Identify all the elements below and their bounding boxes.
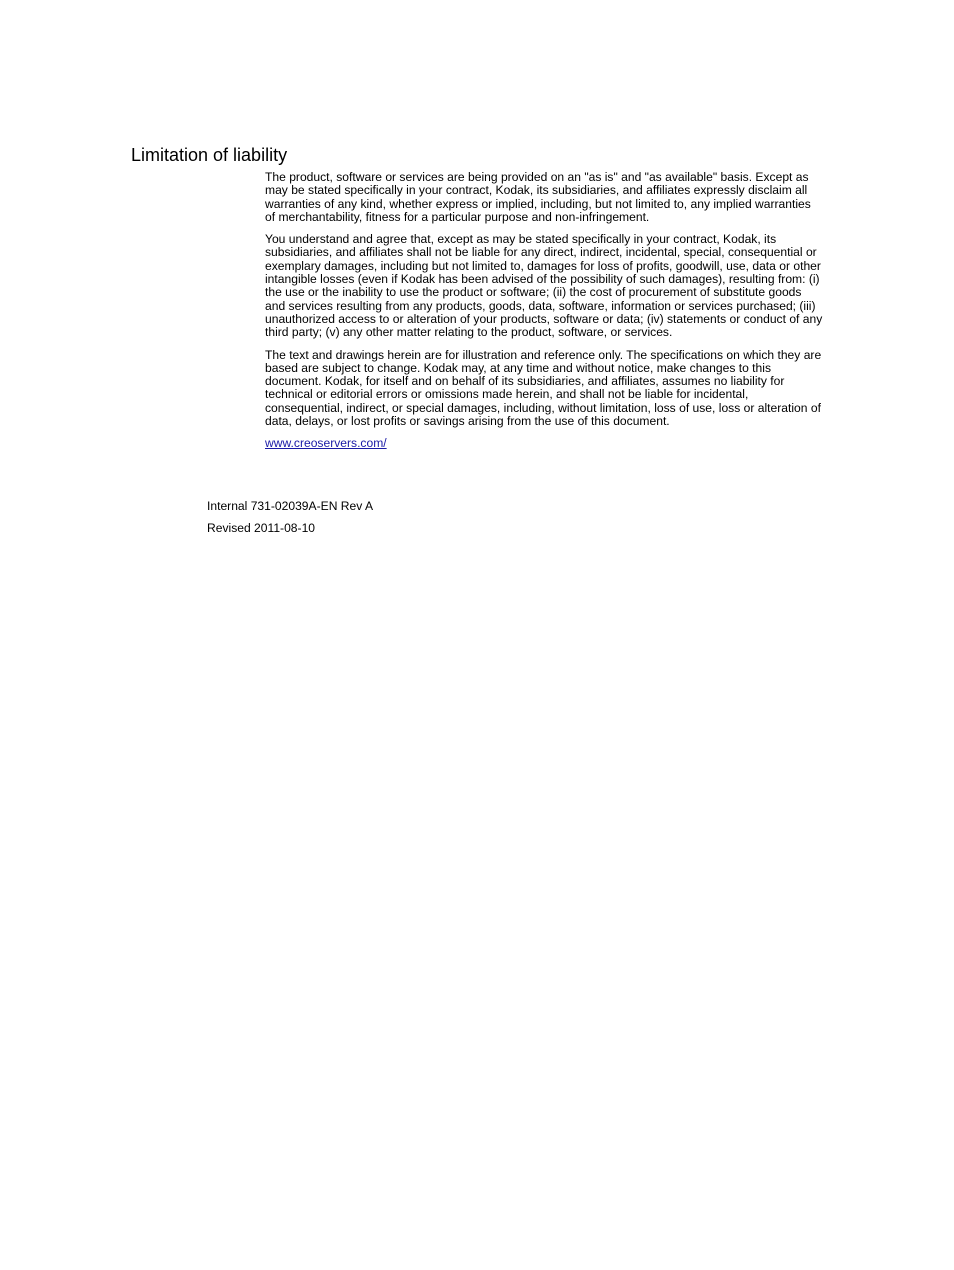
revision-date: Revised 2011-08-10	[207, 521, 316, 535]
document-number: Internal 731-02039A-EN Rev A	[207, 499, 374, 513]
disclaimer-paragraph: The product, software or services are being provided on an "as is" and "as available" basis. Except as may be stated specifically in your contract, Kodak, its subsidiaries, and affiliates expressly disclaim all warranties of any kind, whether express or implied, including, but not limited to, any implied warranties of merchantability, fitness for a particular purpose and non-infringement.	[265, 170, 811, 224]
damages-paragraph: You understand and agree that, except as may be stated specifically in your contract, Kodak, its subsidiaries, and affiliates shall not be liable for any direct, indirect, incidental, special, consequential or exemplary damages, including but not limited to, damages for loss of profits, goodwill, use, data or other intangible losses (even if Kodak has been advised of the possibility of such damages), resulting from: (i) the use or the inability to use the product or software; (ii) the cost of procurement of substitute goods and services resulting from any products, goods, data, software, information or services purchased; (iii) unauthorized access to or alteration of your products, software or data; (iv) statements or conduct of any third party; (v) any other matter relating to the product, software, or services.	[265, 232, 823, 340]
website-link[interactable]: www.creoservers.com/	[265, 436, 387, 451]
liability-text-block	[265, 171, 823, 451]
page-title: Limitation of liability	[131, 145, 288, 165]
specifications-paragraph: The text and drawings herein are for illustration and reference only. The specifications on which they are based are subject to change. Kodak may, at any time and without notice, make changes to this document. Kodak, for itself and on behalf of its subsidiaries, and affiliates, assumes no liability for technical or editorial errors or omissions made herein, and shall not be liable for incidental, consequential, indirect, or special damages, including, without limitation, loss of use, loss or alteration of data, delays, or lost profits or savings arising from the use of this document.	[265, 347, 822, 429]
